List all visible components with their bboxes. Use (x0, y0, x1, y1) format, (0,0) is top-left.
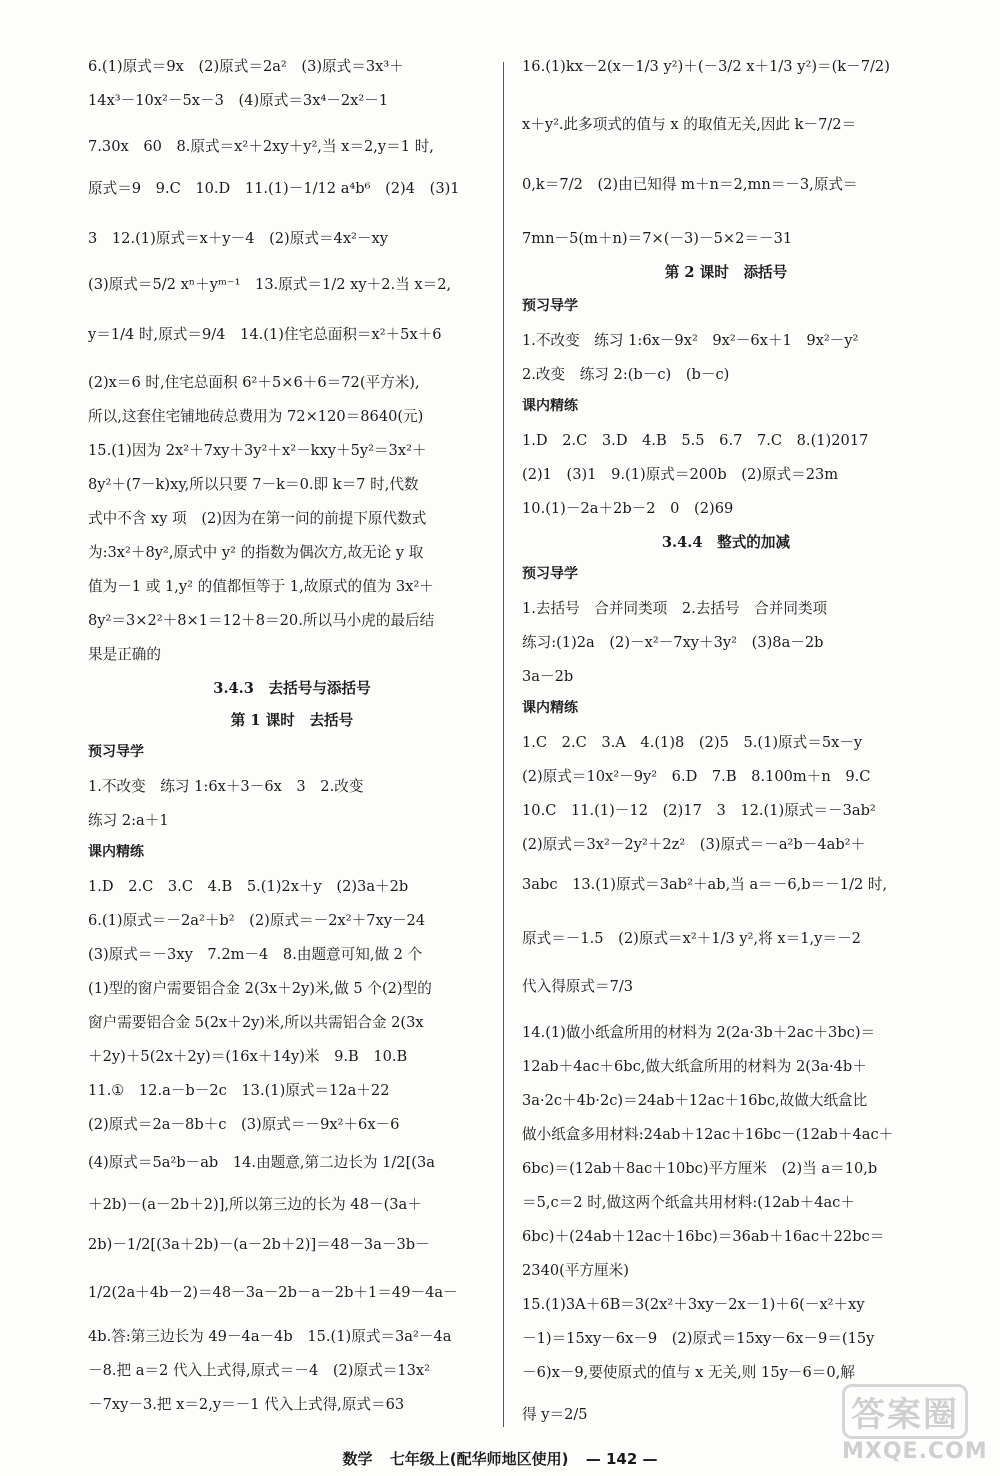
text-line: 练习:(1)2a (2)－x²－7xy＋3y² (3)8a－2b (522, 634, 824, 651)
subsection-heading: 课内精练 (522, 700, 578, 716)
text-line: 6bc)＝(12ab＋8ac＋10bc)平方厘米 (2)当 a＝10,b (522, 1160, 878, 1177)
text-line: ＝5,c＝2 时,做这两个纸盒共用材料:(12ab＋4ac＋ (522, 1194, 855, 1211)
text-line: 值为－1 或 1,y² 的值都恒等于 1,故原式的值为 3x²＋ (88, 578, 434, 595)
text-line: －6)x－9,要使原式的值与 x 无关,则 15y－6＝0,解 (522, 1364, 855, 1381)
text-line: ＋2b)－(a－2b＋2)],所以第三边的长为 48－(3a＋ (88, 1196, 422, 1213)
text-line: 式中不含 xy 项 (2)因为在第一问的前提下原代数式 (88, 510, 427, 527)
section-heading: 第 2 课时 添括号 (664, 264, 788, 281)
text-line: 1.去括号 合并同类项 2.去括号 合并同类项 (522, 600, 828, 617)
text-line: 果是正确的 (88, 646, 161, 663)
footer-page-number: — 142 — (585, 1450, 658, 1468)
text-line: 窗户需要铝合金 5(2x＋2y)米,所以共需铝合金 2(3x (88, 1014, 424, 1031)
section-heading: 3.4.3 去括号与添括号 (213, 680, 371, 697)
column-divider (503, 62, 504, 1427)
text-line: 15.(1)因为 2x²＋7xy＋3y²＋x²－kxy＋5y²＝3x²＋ (88, 442, 427, 459)
text-line: 练习 2:a＋1 (88, 812, 169, 829)
text-line: (3)原式＝5/2 xⁿ＋yᵐ⁻¹ 13.原式＝1/2 xy＋2.当 x＝2, (88, 276, 452, 293)
subsection-heading: 课内精练 (522, 398, 578, 414)
text-line: x＋y².此多项式的值与 x 的取值无关,因此 k－7/2＝ (522, 116, 857, 133)
text-line: －1)＝15xy－6x－9 (2)原式＝15xy－6x－9＝(15y (522, 1330, 875, 1347)
text-line: 6bc)＋(24ab＋12ac＋16bc)＝36ab＋16ac＋22bc＝ (522, 1228, 885, 1245)
subsection-heading: 预习导学 (522, 566, 578, 582)
text-line: 10.(1)－2a＋2b－2 0 (2)69 (522, 500, 734, 517)
text-line: 1.D 2.C 3.C 4.B 5.(1)2x＋y (2)3a＋2b (88, 878, 409, 895)
text-line: 8y²＋(7－k)xy,所以只要 7－k＝0.即 k＝7 时,代数 (88, 476, 419, 493)
text-line: (3)原式＝－3xy 7.2m－4 8.由题意可知,做 2 个 (88, 946, 423, 963)
text-line: 14x³－10x²－5x－3 (4)原式＝3x⁴－2x²－1 (88, 92, 389, 109)
text-line: 15.(1)3A＋6B＝3(2x²＋3xy－2x－1)＋6(－x²＋xy (522, 1296, 865, 1313)
text-line: 0,k＝7/2 (2)由已知得 m＋n＝2,mn＝－3,原式＝ (522, 176, 858, 193)
footer-subject: 数学 (342, 1450, 373, 1468)
footer-grade: 七年级上(配华师地区使用) (389, 1450, 569, 1468)
text-line: (2)x＝6 时,住宅总面积 6²＋5×6＋6＝72(平方米), (88, 374, 420, 391)
text-line: －7xy－3.把 x＝2,y＝－1 代入上式得,原式＝63 (88, 1396, 405, 1413)
text-line: 7mn－5(m＋n)＝7×(－3)－5×2＝－31 (522, 230, 793, 247)
section-heading: 3.4.4 整式的加减 (661, 534, 791, 551)
text-line: (2)1 (3)1 9.(1)原式＝200b (2)原式＝23m (522, 466, 839, 483)
watermark-url: MXQE.COM (842, 1439, 988, 1464)
watermark-logo (842, 1384, 988, 1468)
text-line: 4b.答:第三边长为 49－4a－4b 15.(1)原式＝3a²－4a (88, 1328, 452, 1345)
text-line: 3 12.(1)原式＝x＋y－4 (2)原式＝4x²－xy (88, 230, 388, 247)
subsection-heading: 预习导学 (522, 298, 578, 314)
text-line: 3a－2b (522, 668, 574, 685)
text-line: 12ab＋4ac＋6bc,做大纸盒所用的材料为 2(3a·4b＋ (522, 1058, 867, 1075)
text-line: 6.(1)原式＝－2a²＋b² (2)原式＝－2x²＋7xy－24 (88, 912, 426, 929)
text-line: 6.(1)原式＝9x (2)原式＝2a² (3)原式＝3x³＋ (88, 58, 404, 75)
text-line: 10.C 11.(1)－12 (2)17 3 12.(1)原式＝－3ab² (522, 802, 876, 819)
watermark-title: 答案圈 (842, 1384, 968, 1439)
text-line: 2.改变 练习 2:(b－c) (b－c) (522, 366, 730, 383)
text-line: 3abc 13.(1)原式＝3ab²＋ab,当 a＝－6,b＝－1/2 时, (522, 876, 888, 893)
text-line: 为:3x²＋8y²,原式中 y² 的指数为偶次方,故无论 y 取 (88, 544, 424, 561)
text-line: 3a·2c＋4b·2c)＝24ab＋12ac＋16bc,故做大纸盒比 (522, 1092, 868, 1109)
text-line: ＋2y)＋5(2x＋2y)＝(16x＋14y)米 9.B 10.B (88, 1048, 408, 1065)
text-line: 原式＝－1.5 (2)原式＝x²＋1/3 y²,将 x＝1,y＝－2 (522, 930, 861, 947)
text-line: 1.C 2.C 3.A 4.(1)8 (2)5 5.(1)原式＝5x－y (522, 734, 863, 751)
subsection-heading: 预习导学 (88, 744, 144, 760)
text-line: 2340(平方厘米) (522, 1262, 629, 1279)
text-line: 8y²＝3×2²＋8×1＝12＋8＝20.所以马小虎的最后结 (88, 612, 435, 629)
text-line: 1/2(2a＋4b－2)＝48－3a－2b－a－2b＋1＝49－4a－ (88, 1284, 458, 1301)
text-line: 做小纸盒多用材料:24ab＋12ac＋16bc－(12ab＋4ac＋ (522, 1126, 894, 1143)
text-line: (2)原式＝2a－8b＋c (3)原式＝－9x²＋6x－6 (88, 1116, 400, 1133)
text-line: (2)原式＝3x²－2y²＋2z² (3)原式＝－a²b－4ab²＋ (522, 836, 866, 853)
text-line: 11.① 12.a－b－2c 13.(1)原式＝12a＋22 (88, 1082, 390, 1099)
text-line: 16.(1)kx－2(x－1/3 y²)＋(－3/2 x＋1/3 y²)＝(k－7/2) (522, 58, 890, 75)
text-line: 代入得原式＝7/3 (522, 978, 634, 995)
subsection-heading: 课内精练 (88, 844, 144, 860)
text-line: －8.把 a＝2 代入上式得,原式＝－4 (2)原式＝13x² (88, 1362, 430, 1379)
text-line: 7.30x 60 8.原式＝x²＋2xy＋y²,当 x＝2,y＝1 时, (88, 138, 434, 155)
text-line: (1)型的窗户需要铝合金 2(3x＋2y)米,做 5 个(2)型的 (88, 980, 432, 997)
text-line: 1.不改变 练习 1:6x－9x² 9x²－6x＋1 9x²－y² (522, 332, 859, 349)
section-heading: 第 1 课时 去括号 (230, 712, 354, 729)
text-line: 所以,这套住宅铺地砖总费用为 72×120＝8640(元) (88, 408, 424, 425)
text-line: 原式＝9 9.C 10.D 11.(1)－1/12 a⁴b⁶ (2)4 (3)1 (88, 180, 460, 197)
text-line: 1.D 2.C 3.D 4.B 5.5 6.7 7.C 8.(1)2017 (522, 432, 869, 449)
text-line: (2)原式＝10x²－9y² 6.D 7.B 8.100m＋n 9.C (522, 768, 871, 785)
text-line: y＝1/4 时,原式＝9/4 14.(1)住宅总面积＝x²＋5x＋6 (88, 326, 442, 343)
text-line: 2b)－1/2[(3a＋2b)－(a－2b＋2)]＝48－3a－3b－ (88, 1236, 430, 1253)
text-line: 1.不改变 练习 1:6x＋3－6x 3 2.改变 (88, 778, 364, 795)
text-line: (4)原式＝5a²b－ab 14.由题意,第二边长为 1/2[(3a (88, 1154, 435, 1171)
text-line: 得 y＝2/5 (522, 1406, 588, 1423)
text-line: 14.(1)做小纸盒所用的材料为 2(2a·3b＋2ac＋3bc)＝ (522, 1024, 876, 1041)
